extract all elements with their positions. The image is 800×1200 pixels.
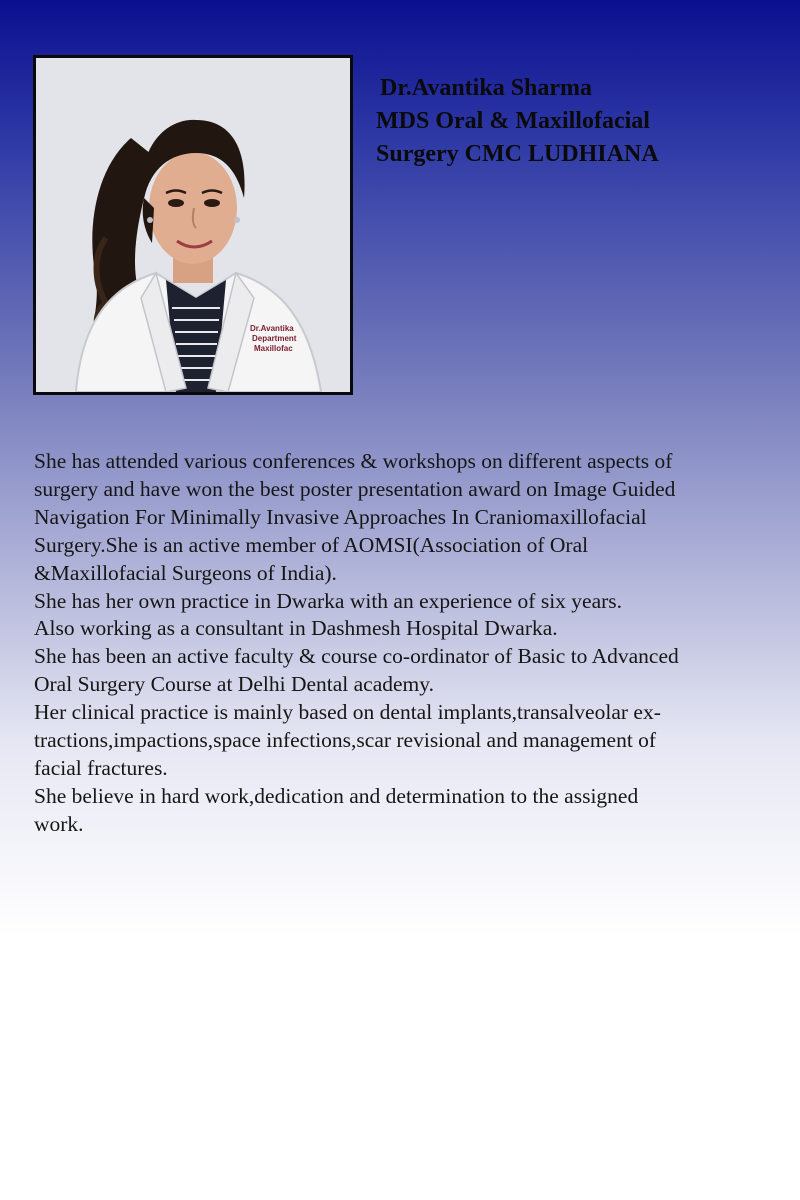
- bio-line: tractions,impactions,space infections,scar revisional and management of: [34, 728, 657, 753]
- coat-badge-line2: Department: [252, 334, 297, 343]
- profile-photo: [33, 55, 353, 395]
- bio-line: surgery and have won the best poster presentation award on Image Guided: [34, 476, 676, 501]
- bio-line: She has been an active faculty & course co-ordinator of Basic to Advanced: [34, 644, 679, 669]
- coat-badge-line3: Maxillofac: [254, 344, 293, 353]
- bio-line: Navigation For Minimally Invasive Approaches In Craniomaxillofacial: [34, 504, 647, 529]
- bio-line: She believe in hard work,dedication and determination to the assigned: [34, 783, 639, 808]
- bio-line: &Maxillofacial Surgeons of India).: [34, 560, 337, 585]
- qualification-line-2: Surgery CMC LUDHIANA: [376, 141, 659, 167]
- doctor-portrait-image: [36, 58, 350, 392]
- bio-line: Her clinical practice is mainly based on dental implants,transalveolar ex-: [34, 700, 661, 725]
- bio-line: She has attended various conferences & workshops on different aspects of: [34, 449, 673, 473]
- doctor-header: [376, 72, 776, 171]
- bio-line: She has her own practice in Dwarka with an experience of six years.: [34, 588, 623, 613]
- coat-badge-line1: Dr.Avantika: [250, 324, 294, 333]
- qualification-line-1: MDS Oral & Maxillofacial: [376, 108, 650, 134]
- biography: [34, 448, 774, 839]
- bio-line: Oral Surgery Course at Delhi Dental academy.: [34, 672, 435, 697]
- bio-line: facial fractures.: [34, 755, 168, 780]
- bio-line: Also working as a consultant in Dashmesh Hospital Dwarka.: [34, 616, 558, 641]
- doctor-name: Dr.Avantika Sharma: [380, 75, 593, 101]
- bio-line: Surgery.She is an active member of AOMSI(Association of Oral: [34, 532, 589, 557]
- bio-line: work.: [34, 811, 84, 836]
